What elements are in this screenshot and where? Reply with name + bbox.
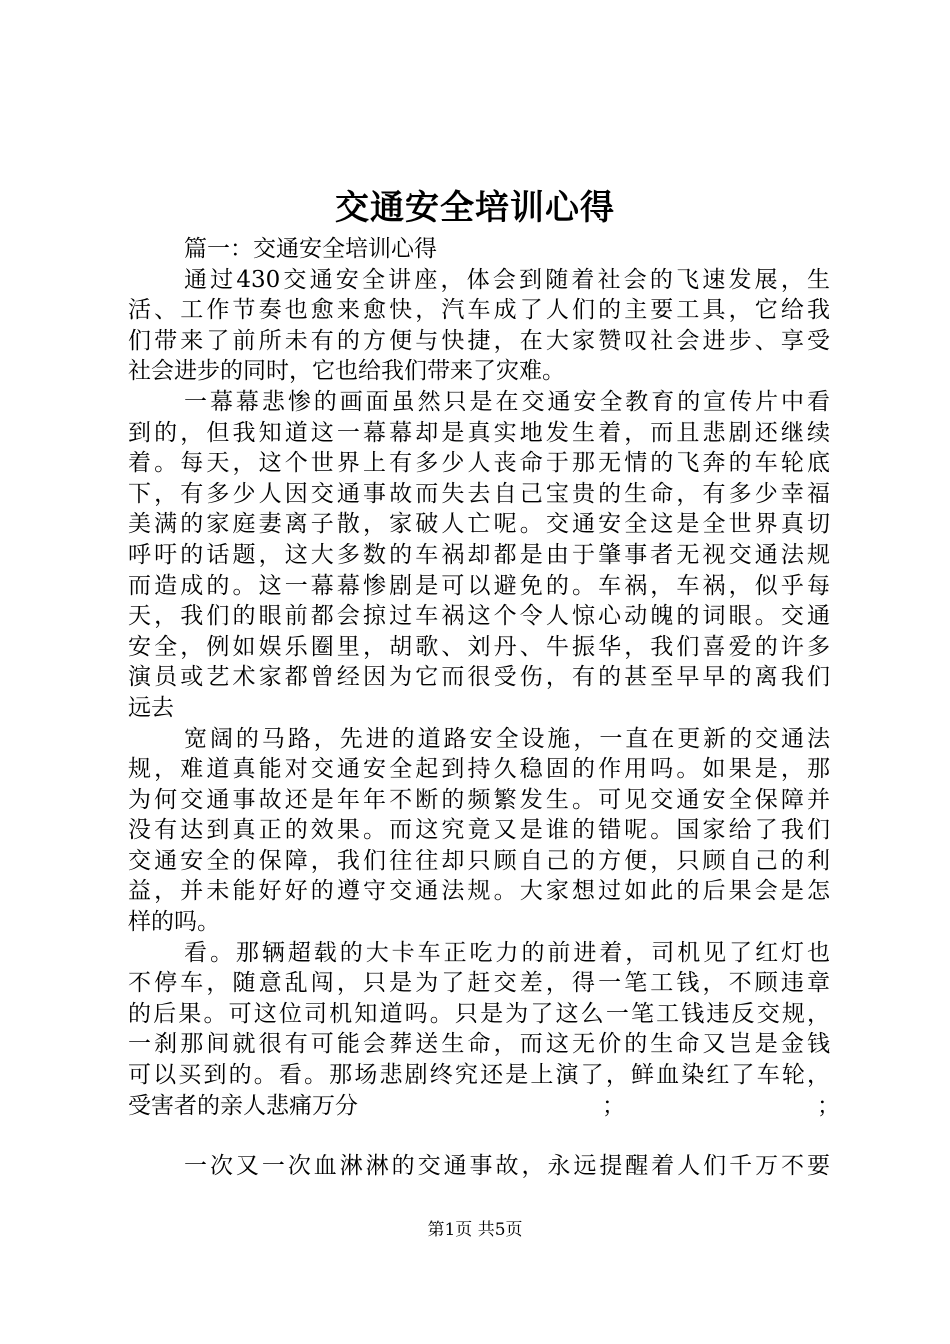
paragraph-line: 演员或艺术家都曾经因为它而很受伤，有的甚至早早的离我们	[128, 664, 830, 691]
document-body	[128, 234, 840, 1182]
paragraph-line: 远去	[128, 694, 174, 721]
paragraph-line-text: 受害者的亲人悲痛万分	[128, 1092, 358, 1119]
paragraph-line: 样的吗。	[128, 909, 220, 936]
paragraph-line: 为何交通事故还是年年不断的频繁发生。可见交通安全保障并	[128, 786, 830, 813]
paragraph-line: 活、工作节奏也愈来愈快，汽车成了人们的主要工具，它给我	[128, 297, 830, 324]
paragraph-line: 没有达到真正的效果。而这究竟又是谁的错呢。国家给了我们	[128, 817, 830, 844]
paragraph-line: 呼吁的话题，这大多数的车祸却都是由于肇事者无视交通法规	[128, 541, 830, 568]
paragraph-line: 而造成的。这一幕幕惨剧是可以避免的。车祸，车祸，似乎每	[128, 572, 830, 599]
paragraph-last-line	[128, 1091, 840, 1122]
paragraph-line: 着。每天，这个世界上有多少人丧命于那无情的飞奔的车轮底	[128, 450, 830, 477]
paragraph-gap	[128, 1121, 830, 1151]
paragraph-line: 可以买到的。看。那场悲剧终究还是上演了，鲜血染红了车轮，	[128, 1062, 830, 1089]
section-heading: 篇一：交通安全培训心得	[184, 236, 437, 262]
document-title: 交通安全培训心得	[335, 188, 615, 228]
paragraph-line: 天，我们的眼前都会掠过车祸这个令人惊心动魄的词眼。交通	[128, 603, 830, 630]
paragraph-line: 一次又一次血淋淋的交通事故，永远提醒着人们千万不要	[184, 1153, 830, 1180]
paragraph-line: 一刹那间就很有可能会葬送生命，而这无价的生命又岂是金钱	[128, 1031, 830, 1058]
page-footer: 第1页 共5页	[427, 1220, 523, 1240]
paragraph-line: 宽阔的马路，先进的道路安全设施，一直在更新的交通法	[184, 725, 830, 752]
paragraph-line: 到的，但我知道这一幕幕却是真实地发生着，而且悲剧还继续	[128, 419, 830, 446]
paragraph-line: 美满的家庭妻离子散，家破人亡呢。交通安全这是全世界真切	[128, 511, 830, 538]
paragraph-line: 通过430交通安全讲座，体会到随着社会的飞速发展，生	[184, 266, 830, 293]
paragraph-line: 安全，例如娱乐圈里，胡歌、刘丹、牛振华，我们喜爱的许多	[128, 633, 830, 660]
paragraph-line: 们带来了前所未有的方便与快捷，在大家赞叹社会进步、享受	[128, 327, 830, 354]
trailing-mark: ；	[602, 1092, 625, 1119]
paragraph-line: 交通安全的保障，我们往往却只顾自己的方便，只顾自己的利	[128, 847, 830, 874]
paragraph-line: 下，有多少人因交通事故而失去自己宝贵的生命，有多少幸福	[128, 480, 830, 507]
paragraph-line: 社会进步的同时，它也给我们带来了灾难。	[128, 358, 565, 385]
paragraph-line: 看。那辆超载的大卡车正吃力的前进着，司机见了红灯也	[184, 939, 830, 966]
paragraph-line: 的后果。可这位司机知道吗。只是为了这么一笔工钱违反交规，	[128, 1000, 830, 1027]
paragraph-line: 益，并未能好好的遵守交通法规。大家想过如此的后果会是怎	[128, 878, 830, 905]
trailing-mark: ；	[817, 1092, 840, 1119]
paragraph-line: 不停车，随意乱闯，只是为了赶交差，得一笔工钱，不顾违章	[128, 970, 830, 997]
paragraph-line: 一幕幕悲惨的画面虽然只是在交通安全教育的宣传片中看	[184, 388, 830, 415]
paragraph-line: 规，难道真能对交通安全起到持久稳固的作用吗。如果是，那	[128, 756, 830, 783]
